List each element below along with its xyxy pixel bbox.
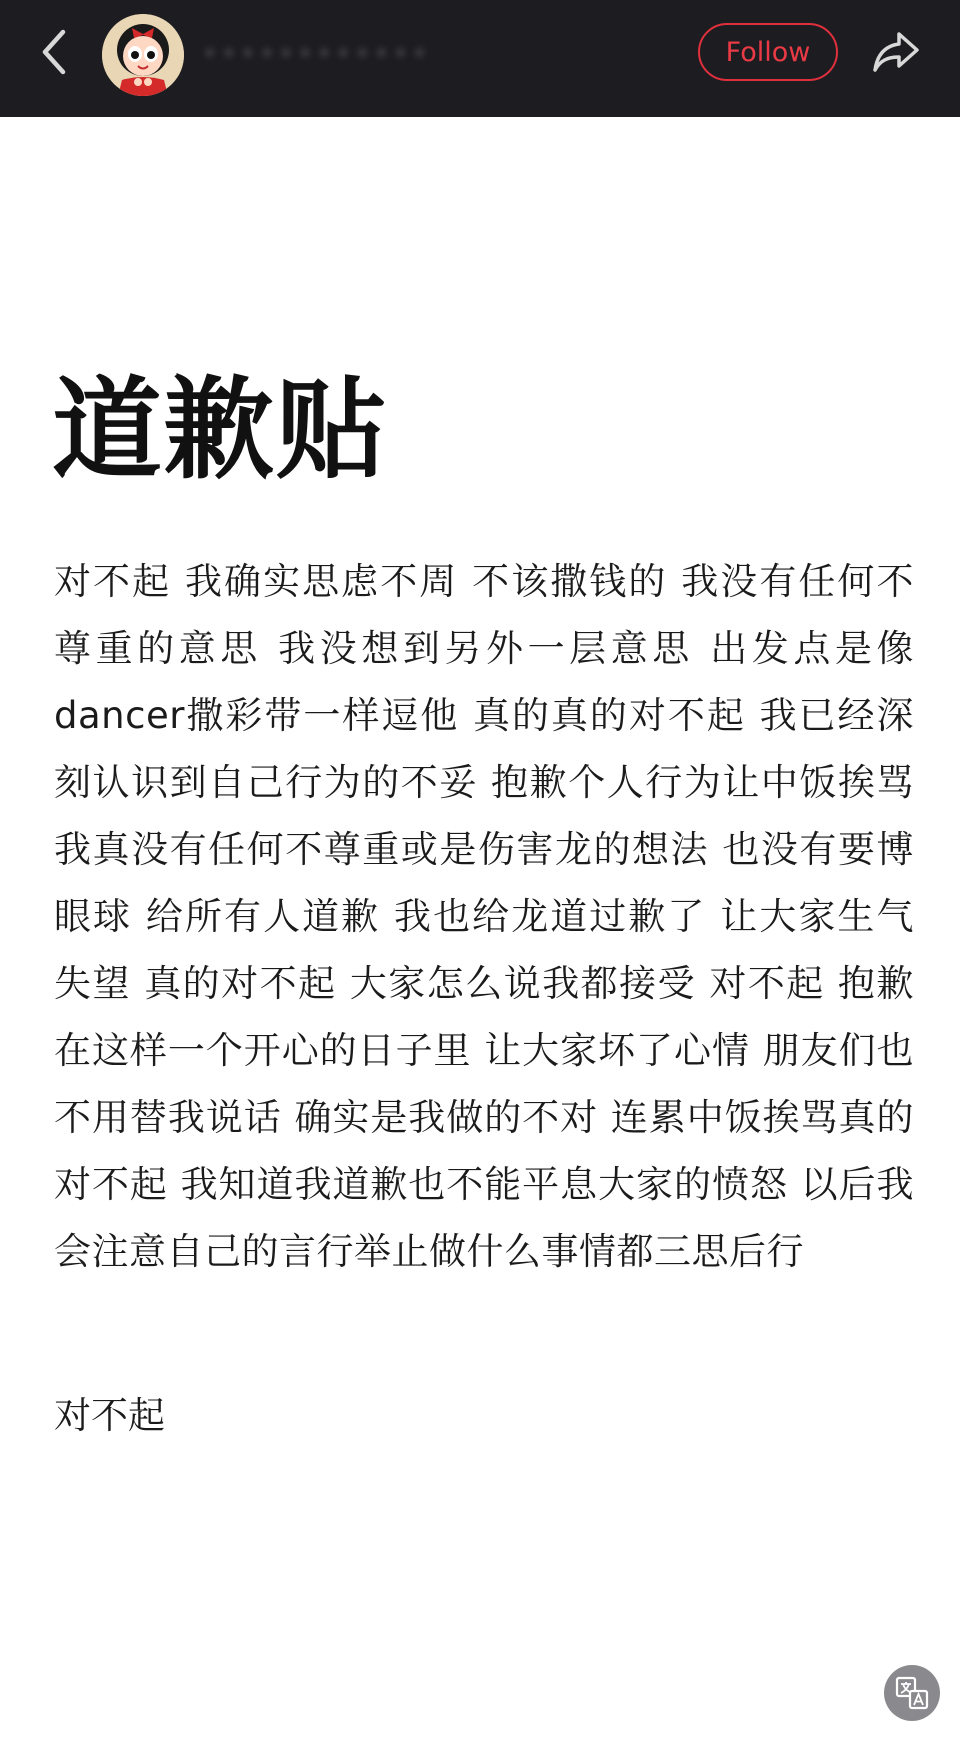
back-button[interactable]	[34, 22, 74, 82]
top-bar	[0, 0, 960, 117]
follow-button[interactable]: Follow	[698, 23, 838, 81]
post-closing: 对不起	[54, 1394, 165, 1437]
translate-button[interactable]	[884, 1665, 940, 1721]
avatar-cartoon-girl-icon	[102, 14, 184, 96]
chevron-left-icon	[39, 28, 69, 76]
translate-icon	[895, 1676, 929, 1710]
post-title: 道歉贴	[52, 366, 388, 494]
post-body: 对不起 我确实思虑不周 不该撒钱的 我没有任何不尊重的意思 我没想到另外一层意思 出发点是像dancer撒彩带一样逗他 真的真的对不起 我已经深刻认识到自己行为的不妥 抱歉个人行为让中饭挨骂 我真没有任何不尊重或是伤害龙的想法 也没有要博眼球 给所有人道歉 我也给龙道过歉了 让大家生气失望 真的对不起 大家怎么说我都接受 对不起 抱歉在这样一个开心的日子里 让大家坏了心情 朋友们也不用替我说话 确实是我做的不对 连累中饭挨骂真的对不起 我知道我道歉也不能平息大家的愤怒 以后我会注意自己的言行举止做什么事情都三思后行	[54, 560, 914, 1273]
avatar[interactable]	[102, 14, 184, 96]
share-arrow-icon	[871, 30, 921, 74]
share-button[interactable]	[866, 22, 926, 82]
username[interactable]: · · · · · · · · · · · ·	[205, 36, 425, 71]
